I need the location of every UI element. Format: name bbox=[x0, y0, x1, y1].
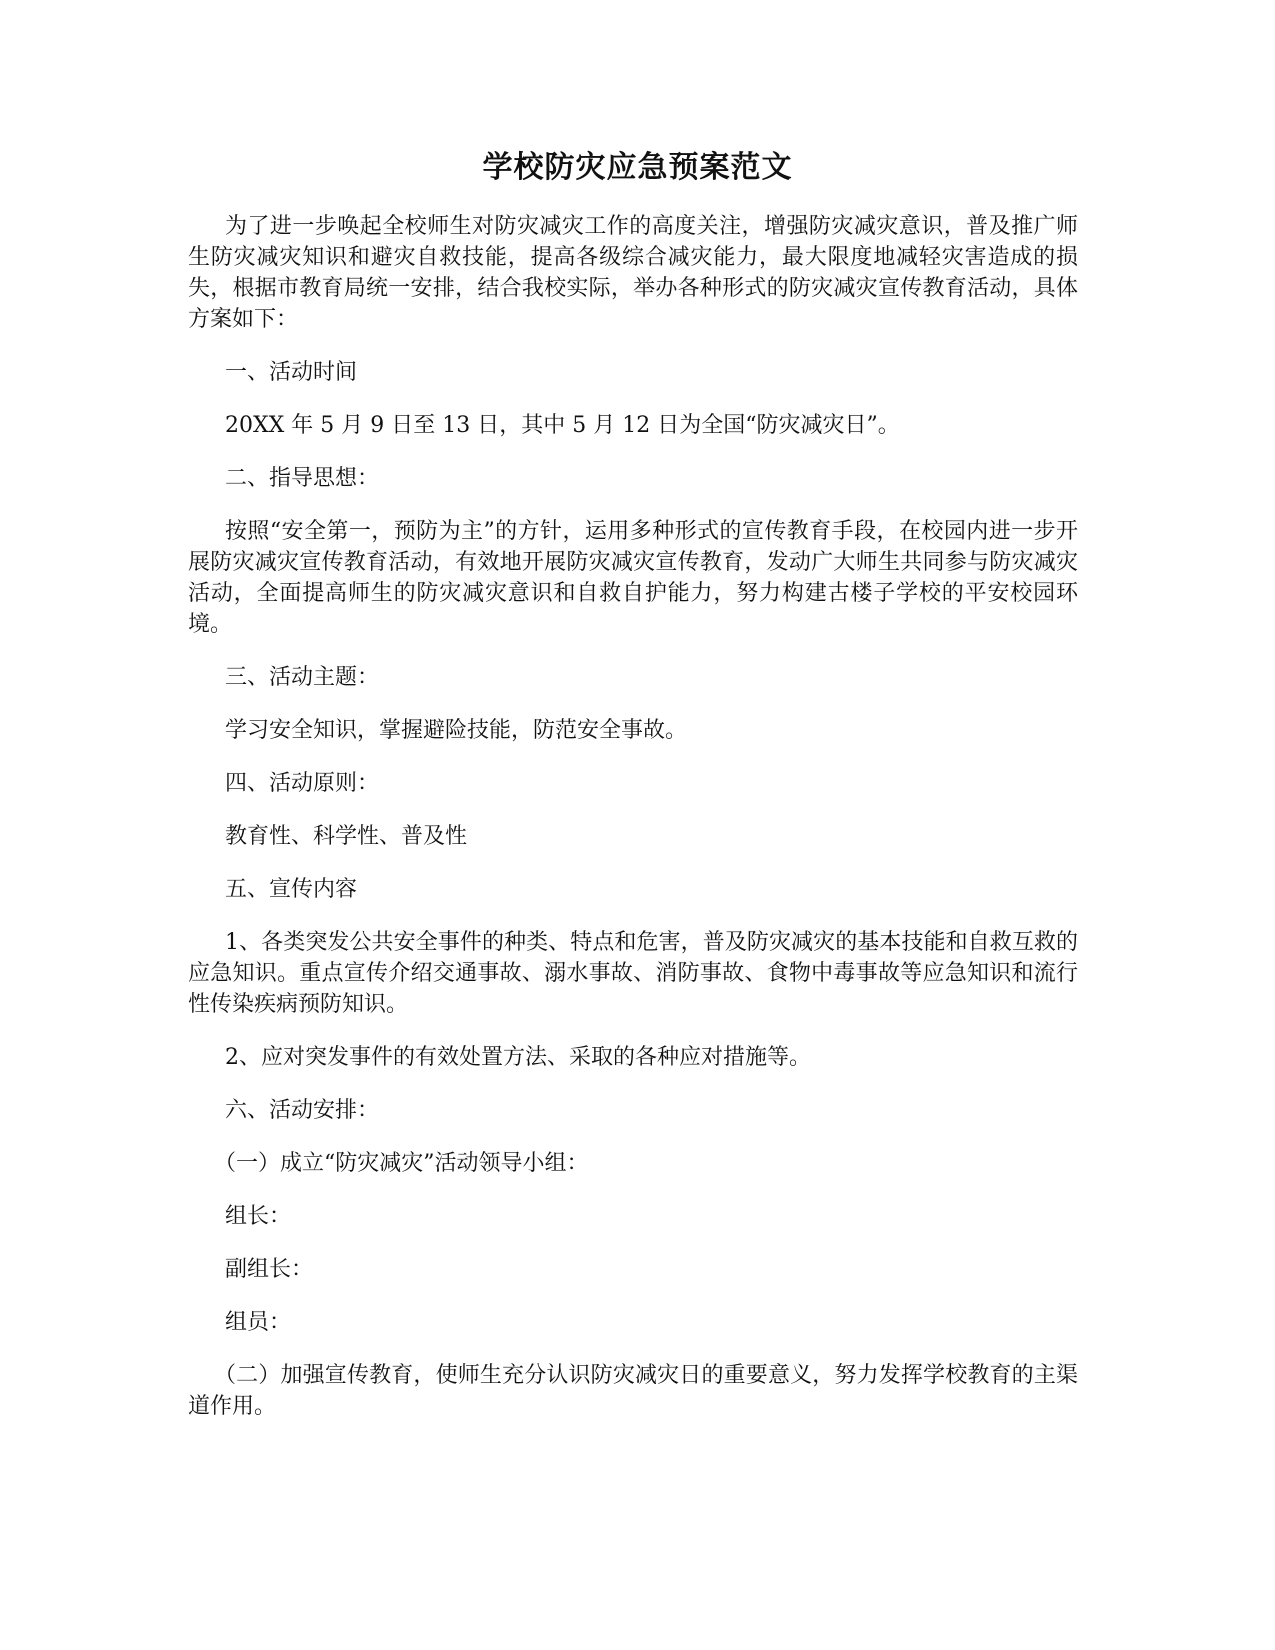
paragraph-arrangement-1: （一）成立“防灾减灾”活动领导小组： bbox=[214, 1151, 589, 1176]
paragraph-deputy-leader: 副组长： bbox=[225, 1257, 314, 1282]
section-heading-time: 一、活动时间 bbox=[225, 360, 358, 385]
paragraph-intro: 为了进一步唤起全校师生对防灾减灾工作的高度关注，增强防灾减灾意识，普及推广师生防灾减灾知识和避灾自救技能，提高各级综合减灾能力，最大限度地减轻灾害造成的损失，根据市教育局统一安排，结合我校实际，举办各种形式的防灾减灾宣传教育活动，具体方案如下： bbox=[188, 214, 1078, 332]
section-heading-arrangement: 六、活动安排： bbox=[225, 1098, 380, 1123]
document-body bbox=[188, 211, 1078, 1444]
paragraph-content-item-2: 2、应对突发事件的有效处置方法、采取的各种应对措施等。 bbox=[225, 1045, 811, 1070]
document-title: 学校防灾应急预案范文 bbox=[482, 150, 793, 185]
paragraph-guiding-thought: 按照“安全第一，预防为主”的方针，运用多种形式的宣传教育手段，在校园内进一步开展防灾减灾宣传教育活动，有效地开展防灾减灾宣传教育，发动广大师生共同参与防灾减灾活动，全面提高师生的防灾减灾意识和自救自护能力，努力构建古楼子学校的平安校园环境。 bbox=[188, 519, 1078, 637]
section-heading-content: 五、宣传内容 bbox=[225, 877, 358, 902]
paragraph-principles: 教育性、科学性、普及性 bbox=[225, 824, 468, 849]
section-heading-guiding-thought: 二、指导思想： bbox=[225, 466, 380, 491]
section-heading-principles: 四、活动原则： bbox=[225, 771, 380, 796]
paragraph-arrangement-2: （二）加强宣传教育，使师生充分认识防灾减灾日的重要意义，努力发挥学校教育的主渠道作用。 bbox=[188, 1363, 1078, 1419]
paragraph-content-item-1: 1、各类突发公共安全事件的种类、特点和危害，普及防灾减灾的基本技能和自救互救的应急知识。重点宣传介绍交通事故、溺水事故、消防事故、食物中毒事故等应急知识和流行性传染疾病预防知识。 bbox=[188, 930, 1078, 1017]
paragraph-theme: 学习安全知识，掌握避险技能，防范安全事故。 bbox=[225, 718, 688, 743]
paragraph-time: 20XX 年 5 月 9 日至 13 日，其中 5 月 12 日为全国“防灾减灾日”。 bbox=[225, 413, 900, 438]
paragraph-members: 组员： bbox=[225, 1310, 292, 1335]
section-heading-theme: 三、活动主题： bbox=[225, 665, 380, 690]
paragraph-group-leader: 组长： bbox=[225, 1204, 292, 1229]
